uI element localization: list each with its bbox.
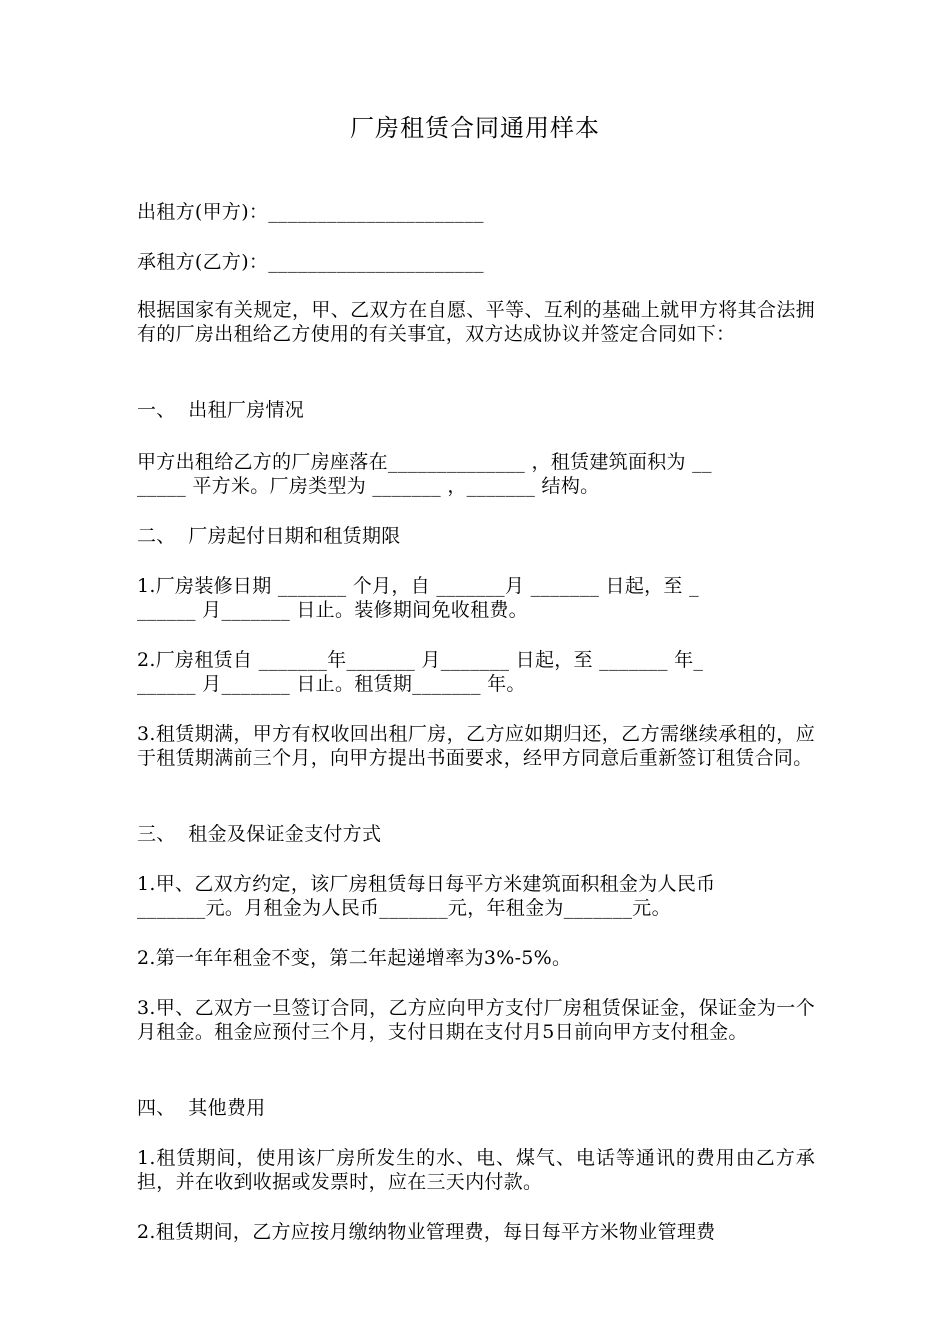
section-3-item-3: 3.甲、乙双方一旦签订合同，乙方应向甲方支付厂房租赁保证金，保证金为一个月租金。租金应预付三个月，支付日期在支付月5日前向甲方支付租金。 [137,997,815,1043]
section-2-heading: 二、 厂房起付日期和租赁期限 [137,525,401,547]
section-2-item-3: 3.租赁期满，甲方有权收回出租厂房，乙方应如期归还，乙方需继续承租的，应于租赁期满前三个月，向甲方提出书面要求，经甲方同意后重新签订租赁合同。 [137,723,815,769]
party-b-line: 承租方(乙方)：______________________ [137,251,484,273]
section-2-item-2-line-2: ______ 月_______ 日止。租赁期_______ 年。 [137,673,526,695]
section-2-item-2-line-1: 2.厂房租赁自 _______年_______ 月_______ 日起，至 _______ 年_ [137,649,704,671]
section-2-item-1-line-2: ______ 月_______ 日止。装修期间免收租费。 [137,599,528,621]
section-3-item-2: 2.第一年年租金不变，第二年起递增率为3%-5%。 [137,947,572,969]
section-1-paragraph-line-1: 甲方出租给乙方的厂房座落在______________ ，租赁建筑面积为 __ [137,451,712,473]
section-3-item-1-line-1: 1.甲、乙双方约定，该厂房租赁每日每平方米建筑面积租金为人民币 [137,873,716,895]
section-4-heading: 四、 其他费用 [137,1097,266,1119]
section-3-heading: 三、 租金及保证金支付方式 [137,823,382,845]
section-4-item-1: 1.租赁期间，使用该厂房所发生的水、电、煤气、电话等通讯的费用由乙方承担，并在收到收据或发票时，应在三天内付款。 [137,1147,815,1193]
intro-paragraph: 根据国家有关规定，甲、乙双方在自愿、平等、互利的基础上就甲方将其合法拥有的厂房出租给乙方使用的有关事宜，双方达成协议并签定合同如下： [137,299,815,345]
section-3-item-1-line-2: _______元。月租金为人民币_______元，年租金为_______元。 [137,897,671,919]
party-a-line: 出租方(甲方)：______________________ [137,201,484,223]
section-1-heading: 一、 出租厂房情况 [137,399,305,421]
section-1-paragraph-line-2: _____ 平方米。厂房类型为 _______ ，_______ 结构。 [137,475,600,497]
section-4-item-2: 2.租赁期间，乙方应按月缴纳物业管理费，每日每平方米物业管理费 [137,1221,716,1243]
document-title: 厂房租赁合同通用样本 [350,114,600,142]
section-2-item-1-line-1: 1.厂房装修日期 _______ 个月，自 _______月 _______ 日起，至 _ [137,575,699,597]
